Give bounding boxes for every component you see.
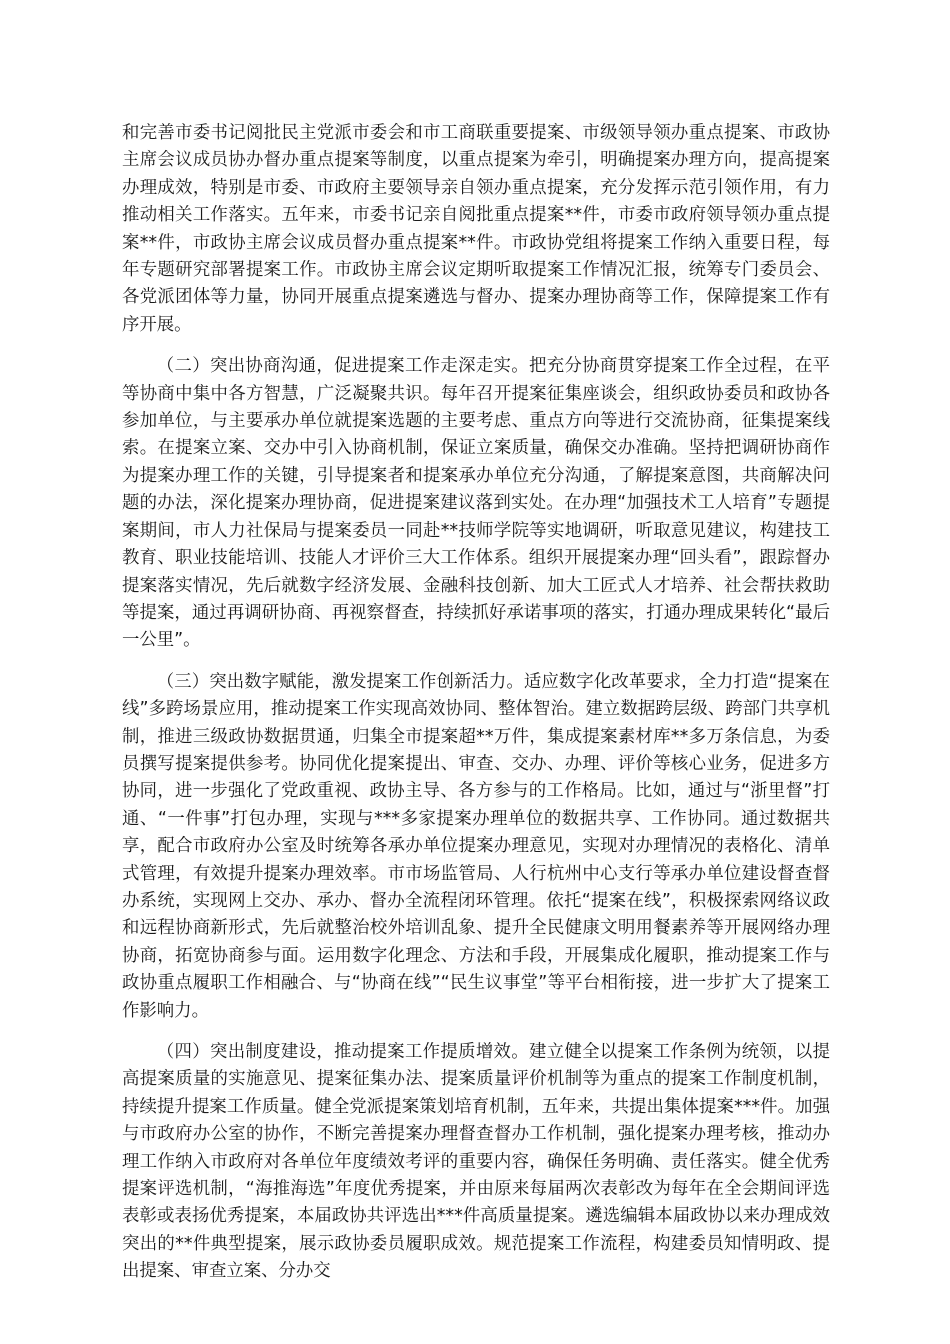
paragraph-section-2: （二）突出协商沟通，促进提案工作走深走实。把充分协商贯穿提案工作全过程，在平等协商中集中各方智慧，广泛凝聚共识。每年召开提案征集座谈会，组织政协委员和政协各参加单位，与主要承办单位就提案选题的主要考虑、重点方向等进行交流协商，征集提案线索。在提案立案、交办中引入协商机制，保证立案质量，确保交办准确。坚持把调研协商作为提案办理工作的关键，引导提案者和提案承办单位充分沟通，了解提案意图，共商解决问题的办法，深化提案办理协商，促进提案建议落到实处。在办理“加强技术工人培育”专题提案期间，市人力社保局与提案委员一同赴**技师学院等实地调研，听取意见建议，构建技工教育、职业技能培训、技能人才评价三大工作体系。组织开展提案办理“回头看”，跟踪督办提案落实情况，先后就数字经济发展、金融科技创新、加大工匠式人才培养、社会帮扶救助等提案，通过再调研协商、再视察督查，持续抓好承诺事项的落实，打通办理成果转化“最后一公里”。: [122, 356, 830, 651]
paragraph-section-4: （四）突出制度建设，推动提案工作提质增效。建立健全以提案工作条例为统领，以提高提案质量的实施意见、提案征集办法、提案质量评价机制等为重点的提案工作制度机制，持续提升提案工作质量。健全党派提案策划培育机制，五年来，共提出集体提案***件。加强与市政府办公室的协作，不断完善提案办理督查督办工作机制，强化提案办理考核，推动办理工作纳入市政府对各单位年度绩效考评的重要内容，确保任务明确、责任落实。健全优秀提案评选机制，“海推海选”年度优秀提案，并由原来每届两次表彰改为每年在全会期间评选表彰或表扬优秀提案，本届政协共评选出***件高质量提案。遴选编辑本届政协以来办理成效突出的**件典型提案，展示政协委员履职成效。规范提案工作流程，构建委员知情明政、提出提案、审查立案、分办交: [122, 1042, 830, 1282]
paragraph-continuation: 和完善市委书记阅批民主党派市委会和市工商联重要提案、市级领导领办重点提案、市政协主席会议成员协办督办重点提案等制度，以重点提案为牵引，明确提案办理方向，提高提案办理成效，特别是市委、市政府主要领导亲自领办重点提案，充分发挥示范引领作用，有力推动相关工作落实。五年来，市委书记亲自阅批重点提案**件，市委市政府领导领办重点提案**件，市政协主席会议成员督办重点提案**件。市政协党组将提案工作纳入重要日程，每年专题研究部署提案工作。市政协主席会议定期听取提案工作情况汇报，统筹专门委员会、各党派团体等力量，协同开展重点提案遴选与督办、提案办理协商等工作，保障提案工作有序开展。: [122, 123, 830, 335]
document-page: [122, 120, 830, 1300]
paragraph-section-3: （三）突出数字赋能，激发提案工作创新活力。适应数字化改革要求，全力打造“提案在线”多跨场景应用，推动提案工作实现高效协同、整体智治。建立数据跨层级、跨部门共享机制，推进三级政协数据贯通，归集全市提案超**万件，集成提案素材库**多万条信息，为委员撰写提案提供参考。协同优化提案提出、审查、交办、办理、评价等核心业务，促进多方协同，进一步强化了党政重视、政协主导、各方参与的工作格局。比如，通过与“浙里督”打通、“一件事”打包办理，实现与***多家提案办理单位的数据共享、工作协同。通过数据共享，配合市政府办公室及时统筹各承办单位提案办理意见，实现对办理情况的表格化、清单式管理，有效提升提案办理效率。市市场监管局、人行杭州中心支行等承办单位建设督查督办系统，实现网上交办、承办、督办全流程闭环管理。依托“提案在线”，积极探索网络议政和远程协商新形式，先后就整治校外培训乱象、提升全民健康文明用餐素养等开展网络办理协商，拓宽协商参与面。运用数字化理念、方法和手段，开展集成化履职，推动提案工作与政协重点履职工作相融合、与“协商在线”“民生议事堂”等平台相衔接，进一步扩大了提案工作影响力。: [122, 671, 830, 1021]
